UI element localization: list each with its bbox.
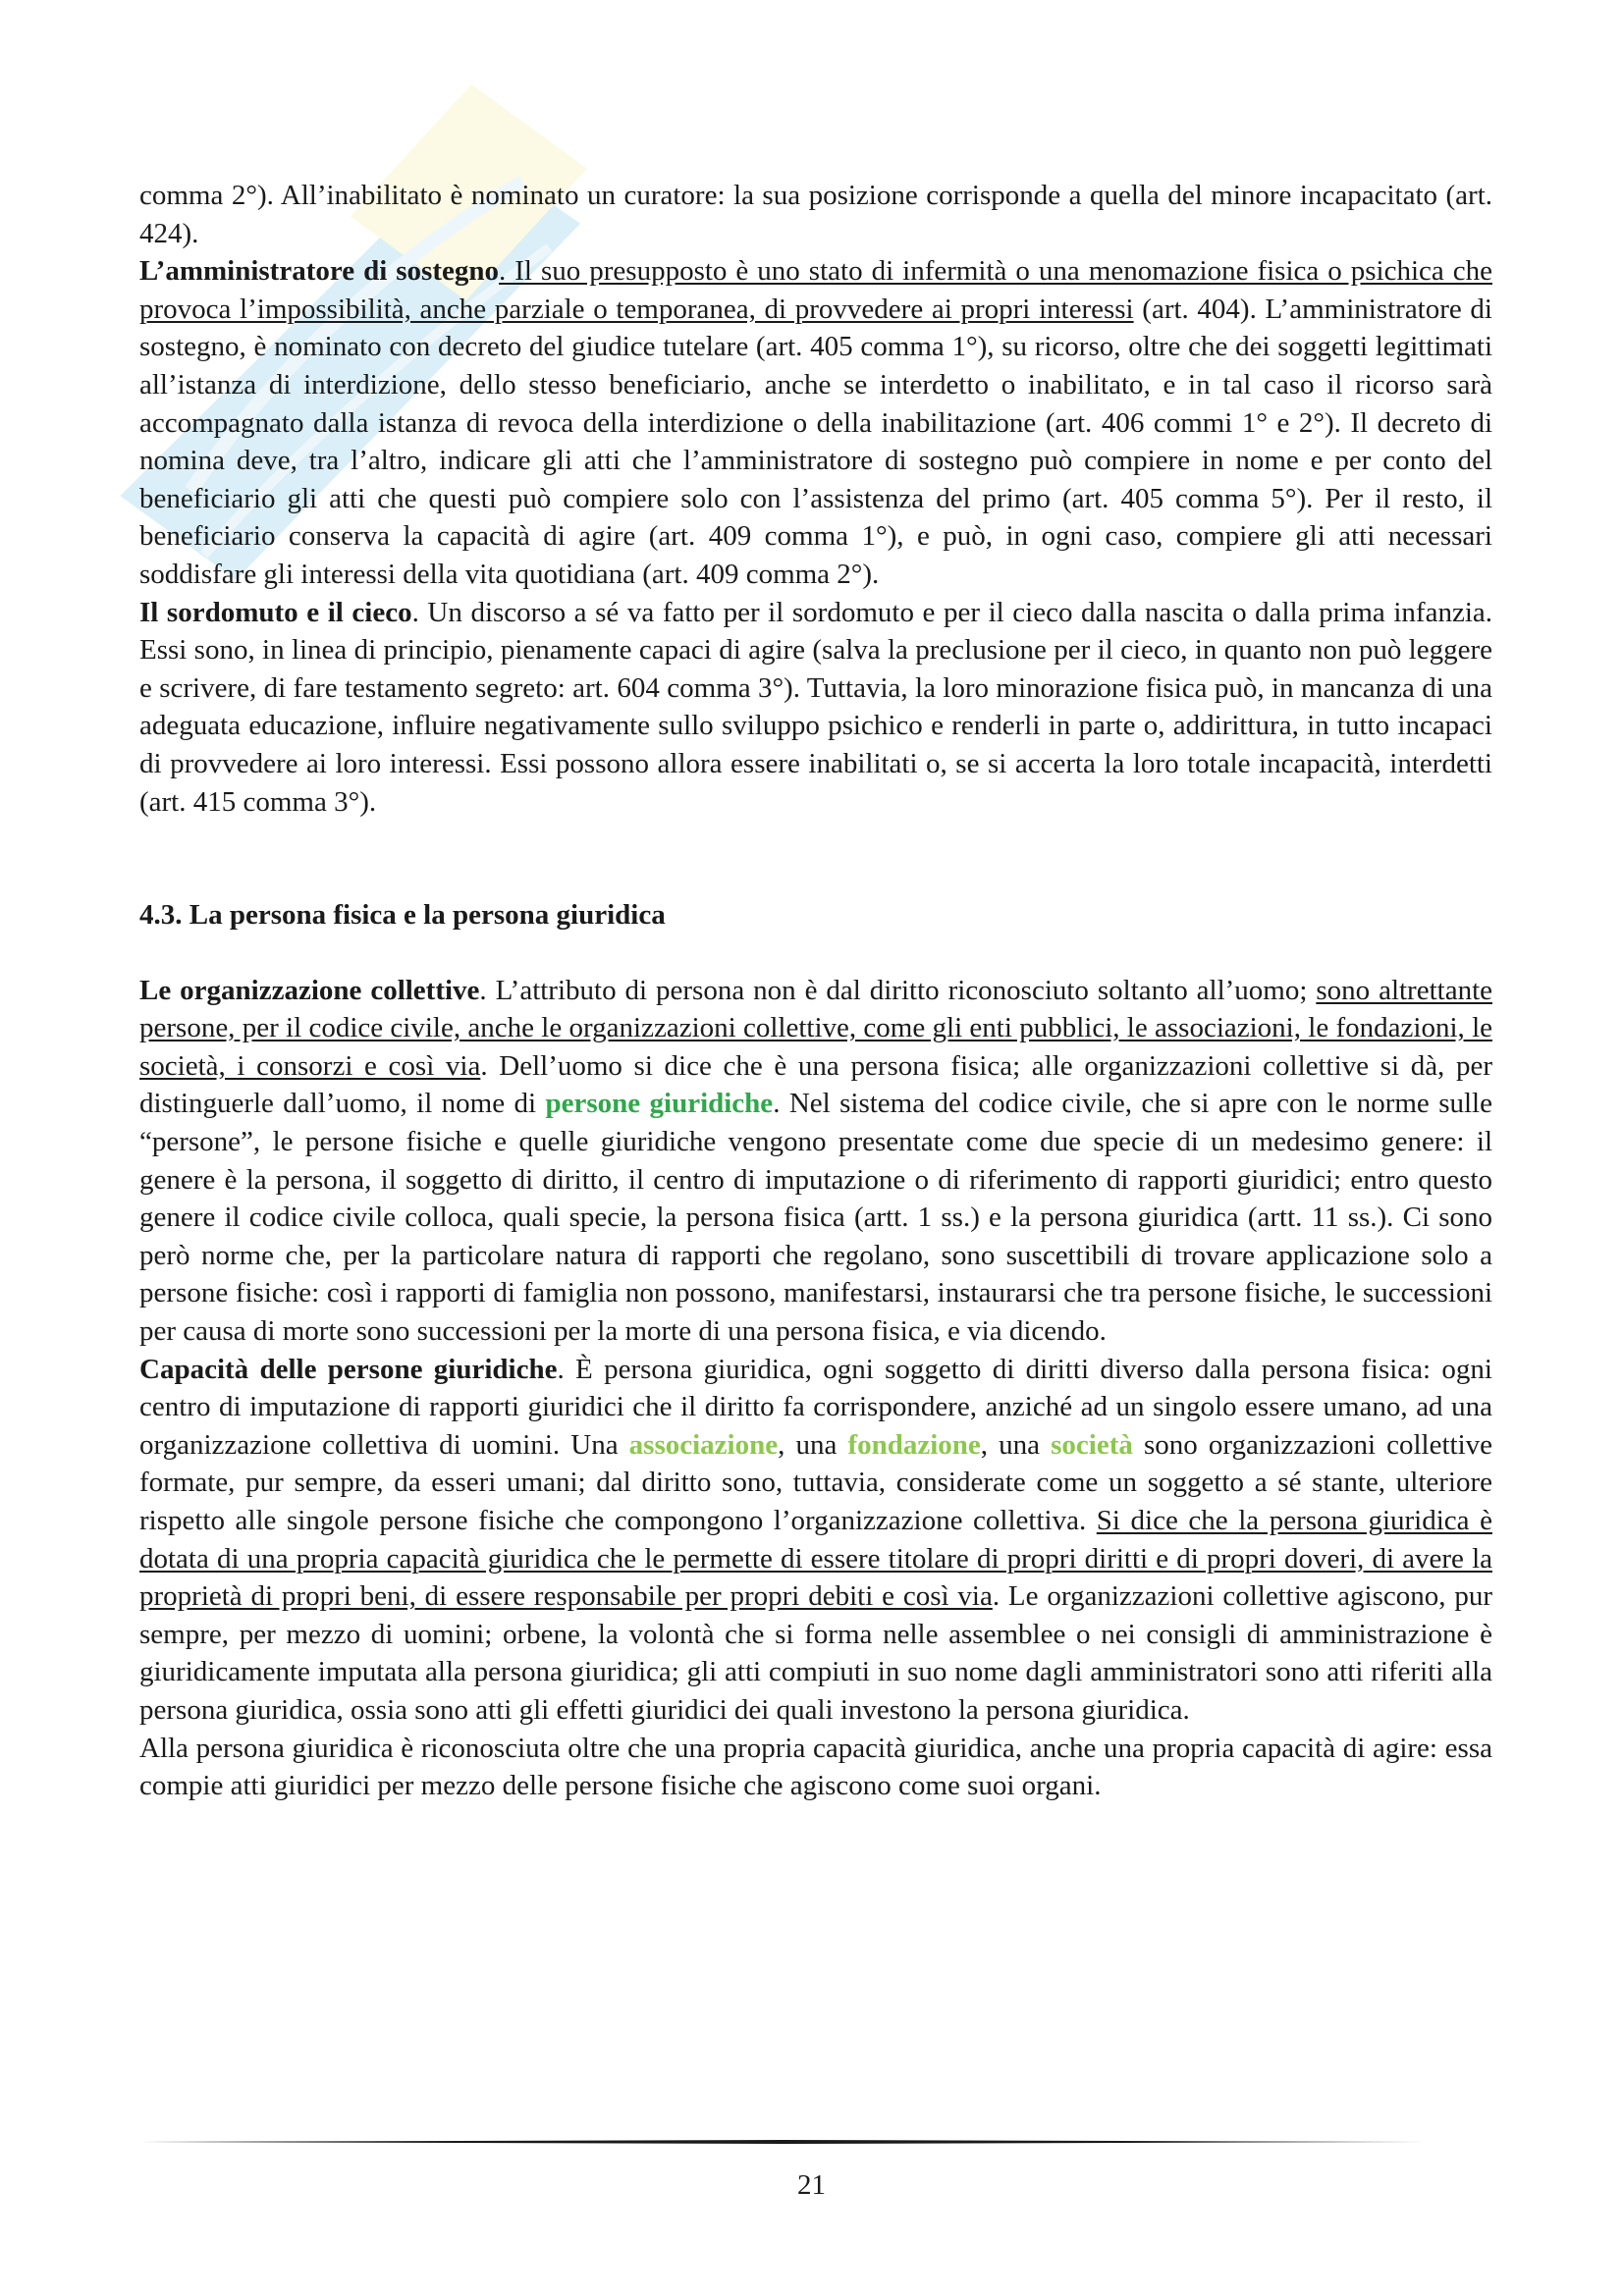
paragraph-text: (art. 404). L’amministratore di sostegno, è nominato con decreto del giudice tutelare (art. 405 comma 1°), su ricorso, oltre che dei soggetti legittimati all’istanza di interdizione, dello stesso beneficiario, anche se interdetto o inabilitato, e in tal caso il ricorso sarà accompagnato dalla istanza di revoca della interdizione o della inabilitazione (art. 406 commi 1° e 2°). Il decreto di nomina deve, tra l’altro, indicare gli atti che l’amministratore di sostegno può compiere in nome e per conto del beneficiario gli atti che questi può compiere solo con l’assistenza del primo (art. 405 comma 5°). Per il resto, il beneficiario conserva la capacità di agire (art. 409 comma 1°), e può, in ogni caso, compiere gli atti necessari soddisfare gli interessi della vita quotidiana (art. 409 comma 2°). [139,293,1492,590]
paragraph-text: , una [980,1428,1052,1461]
paragraph-title: Il sordomuto e il cieco [139,596,412,628]
highlighted-term: società [1051,1428,1133,1461]
paragraph-text: . Dell’uomo si dice che è una persona fisica; alle organizzazioni collettive si dà, per distinguerle dall’uomo, il nome di [139,1049,1492,1120]
body-text [139,177,1492,1805]
underlined-text: Si dice che la persona giuridica è dotata di una propria capacità giuridica che le permette di essere titolare di propri diritti e di propri doveri, di avere la proprietà di propri beni, di essere responsabile per propri debiti e così via [139,1505,1492,1613]
highlighted-term: fondazione [847,1428,981,1461]
paragraph-text: Alla persona giuridica è riconosciuta oltre che una propria capacità giuridica, anche una propria capacità di agire: essa compie atti giuridici per mezzo delle persone fisiche che agiscono come suoi organi. [139,1732,1492,1802]
paragraph-text: . L’attributo di persona non è dal diritto riconosciuto soltanto all’uomo; [479,974,1317,1006]
paragraph-sordomuto [139,594,1492,822]
paragraph-organizzazioni [139,972,1492,1351]
page-number: 21 [797,2169,826,2201]
paragraph-text: . Nel sistema del codice civile, che si apre con le norme sulle “persone”, le persone fisiche e quelle giuridiche vengono presentate come due specie di un medesimo genere: il genere è la persona, il soggetto di diritto, il centro di imputazione o di riferimento di rapporti giuridici; entro questo genere il codice civile colloca, quali specie, la persona fisica (artt. 1 ss.) e la persona giuridica (artt. 11 ss.). Ci sono però norme che, per la particolare natura di rapporti che regolano, sono suscettibili di trovare applicazione solo a persone fisiche: così i rapporti di famiglia non possono, manifestarsi, instaurarsi che tra persone fisiche, le successioni per causa di morte sono successioni per la morte di una persona fisica, e via dicendo. [139,1088,1492,1348]
paragraph-text: sono organizzazioni collettive formate, pur sempre, da esseri umani; dal diritto sono, tuttavia, considerate come un soggetto a sé stante, ulteriore rispetto alle singole persone fisiche che compongono l’organizzazione collettiva. [139,1428,1493,1536]
paragraph-text: , una [778,1428,848,1461]
paragraph-text: . È persona giuridica, ogni soggetto di diritti diverso dalla persona fisica: ogni centro di imputazione di rapporti giuridici che il diritto fa corrispondere, anziché ad un singolo essere umano, ad una organizzazione collettiva di uomini. Una [139,1353,1492,1461]
paragraph-capacita-agire [139,1730,1492,1805]
paragraph-text: . Un discorso a sé va fatto per il sordomuto e per il cieco dalla nascita o dalla prima infanzia. Essi sono, in linea di principio, pienamente capaci di agire (salva la preclusione per il cieco, in quanto non può leggere e scrivere, di fare testamento segreto: art. 604 comma 3°). Tuttavia, la loro minorazione fisica può, in mancanza di una adeguata educazione, influire negativamente sullo sviluppo psichico e renderli in parte o, addirittura, in tutto incapaci di provvedere ai loro interessi. Essi possono allora essere inabilitati o, se si accerta la loro totale incapacità, interdetti (art. 415 comma 3°). [139,596,1492,818]
paragraph-text: comma 2°). All’inabilitato è nominato un curatore: la sua posizione corrisponde a quella del minore incapacitato (art. 424). [139,180,1492,249]
underlined-text: sono altrettante persone, per il codice civile, anche le organizzazioni collettive, come gli enti pubblici, le associazioni, le fondazioni, le società, i consorzi e così via [139,974,1492,1082]
paragraph-title: L’amministratore di sostegno [139,255,500,288]
paragraph-text: . Le organizzazioni collettive agiscono, pur sempre, per mezzo di uomini; orbene, la volontà che si forma nelle assemblee o nei consigli di amministrazione è giuridicamente imputata alla persona giuridica; gli atti compiuti in suo nome dagli amministratori sono atti riferiti alla persona giuridica, ossia sono atti gli effetti giuridici dei quali investono la persona giuridica. [139,1580,1492,1726]
section-heading: 4.3. La persona fisica e la persona giuridica [139,899,666,932]
underlined-text: . Il suo presupposto è uno stato di infermità o una menomazione fisica o psichica che provoca l’impossibilità, anche parziale o temporanea, di provvedere ai propri interessi [139,255,1493,325]
highlighted-term: associazione [628,1428,779,1461]
paragraph-inabilitato [139,177,1492,252]
paragraph-title: Le organizzazione collettive [139,974,480,1006]
paragraph-amministratore [139,252,1492,593]
paragraph-capacita [139,1351,1492,1730]
highlighted-term: persone giuridiche [545,1088,774,1120]
paragraph-title: Capacità delle persone giuridiche [139,1353,558,1385]
footer-rule [139,2140,1426,2144]
